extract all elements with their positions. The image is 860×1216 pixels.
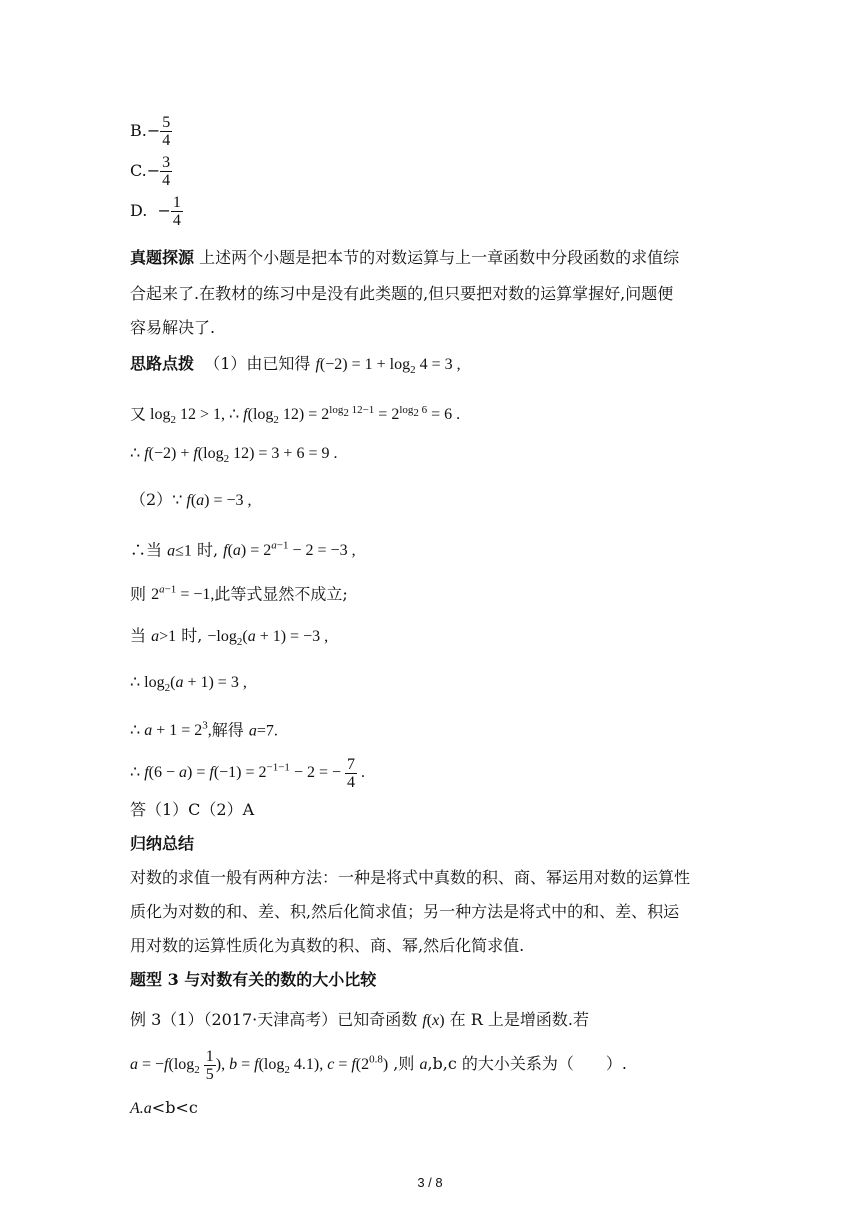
option-a: A.a<b<c xyxy=(130,1098,198,1117)
summary-line-3: 用对数的运算性质化为真数的积、商、幂,然后化简求值. xyxy=(130,936,525,955)
hint-case-1b: 则 $2^{a-1} = -1$,此等式显然不成立; xyxy=(130,584,348,604)
option-b: B.− $\frac{5}{4}$ xyxy=(130,114,171,149)
example-3-line-1: 例 3（1）（2017·天津高考）已知奇函数 f(x) 在 R 上是增函数.若 xyxy=(130,1010,589,1029)
fraction: $\frac{1}{4}$ xyxy=(172,194,181,229)
hint-part-2: （2）∵ f(a) = −3 , xyxy=(130,490,252,509)
summary-line-1: 对数的求值一般有两种方法：一种是将式中真数的积、商、幂运用对数的运算性 xyxy=(130,868,691,887)
type3-heading: 题型 3 与对数有关的数的大小比较 xyxy=(130,970,377,989)
equation: $f(-2) = 1 + \log_2 4 = 3$ , xyxy=(315,356,461,377)
summary-line-2: 质化为对数的和、差、积,然后化简求值；另一种方法是将式中的和、差、积运 xyxy=(130,902,680,921)
hint-heading: 思路点拨 xyxy=(130,354,195,373)
hint-case-2b: ∴ $\log_2(a + 1) = 3$ , xyxy=(130,674,247,695)
hint-eq-2: 又 $\log_2 12 > 1$, ∴ $f(\log_2$ $12) = 2^{log_2 12-1} = 2^{log_2 6} = 6$ . xyxy=(130,404,461,427)
summary-heading: 归纳总结 xyxy=(130,834,195,853)
hint-case-2: 当 a>1 时, $-\log_2(a + 1) = -3$ , xyxy=(130,626,329,649)
example-3-line-2: $a = -f(\log_2$ $\frac{1}{5}$ ), $b = f(\log_2$ 4.1), $c = f(2^{0.8})$ ,则 a,b,c 的大小关系为（ ）. xyxy=(130,1048,628,1083)
fraction: $\frac{5}{4}$ xyxy=(162,114,171,149)
source-heading: 真题探源 xyxy=(130,248,195,267)
hint-final: ∴ $f(6 - a) = f(-1) = 2^{-1-1} - 2$ = − $\frac{7}{4}$ . xyxy=(130,756,366,791)
source-line-2: 合起来了.在教材的练习中是没有此类题的,但只要把对数的运算掌握好,问题便 xyxy=(130,284,674,303)
hint-case-1: ∴当 a≤1 时, $f(a) = 2^{a-1} - 2 = -3$ , xyxy=(130,540,356,560)
source-line-3: 容易解决了. xyxy=(130,318,216,337)
answer: 答（1）C（2）A xyxy=(130,800,255,819)
source-line-1: 真题探源 上述两个小题是把本节的对数运算与上一章函数中分段函数的求值综 xyxy=(130,248,680,267)
option-d: D. − $\frac{1}{4}$ xyxy=(130,194,181,229)
hint-eq-3: ∴ $f(-2) + f(\log_2$ 12) = 3 + 6 = 9 . xyxy=(130,445,338,466)
hint-line-1: 思路点拨 （1）由已知得 $f(-2) = 1 + \log_2 4 = 3$ , xyxy=(130,354,461,377)
page-number: 3 / 8 xyxy=(417,1175,443,1190)
hint-case-2c: ∴ $a + 1 = 2^3$,解得 a=7. xyxy=(130,720,278,740)
fraction: $\frac{3}{4}$ xyxy=(162,154,171,189)
option-c: C.− $\frac{3}{4}$ xyxy=(130,154,171,189)
